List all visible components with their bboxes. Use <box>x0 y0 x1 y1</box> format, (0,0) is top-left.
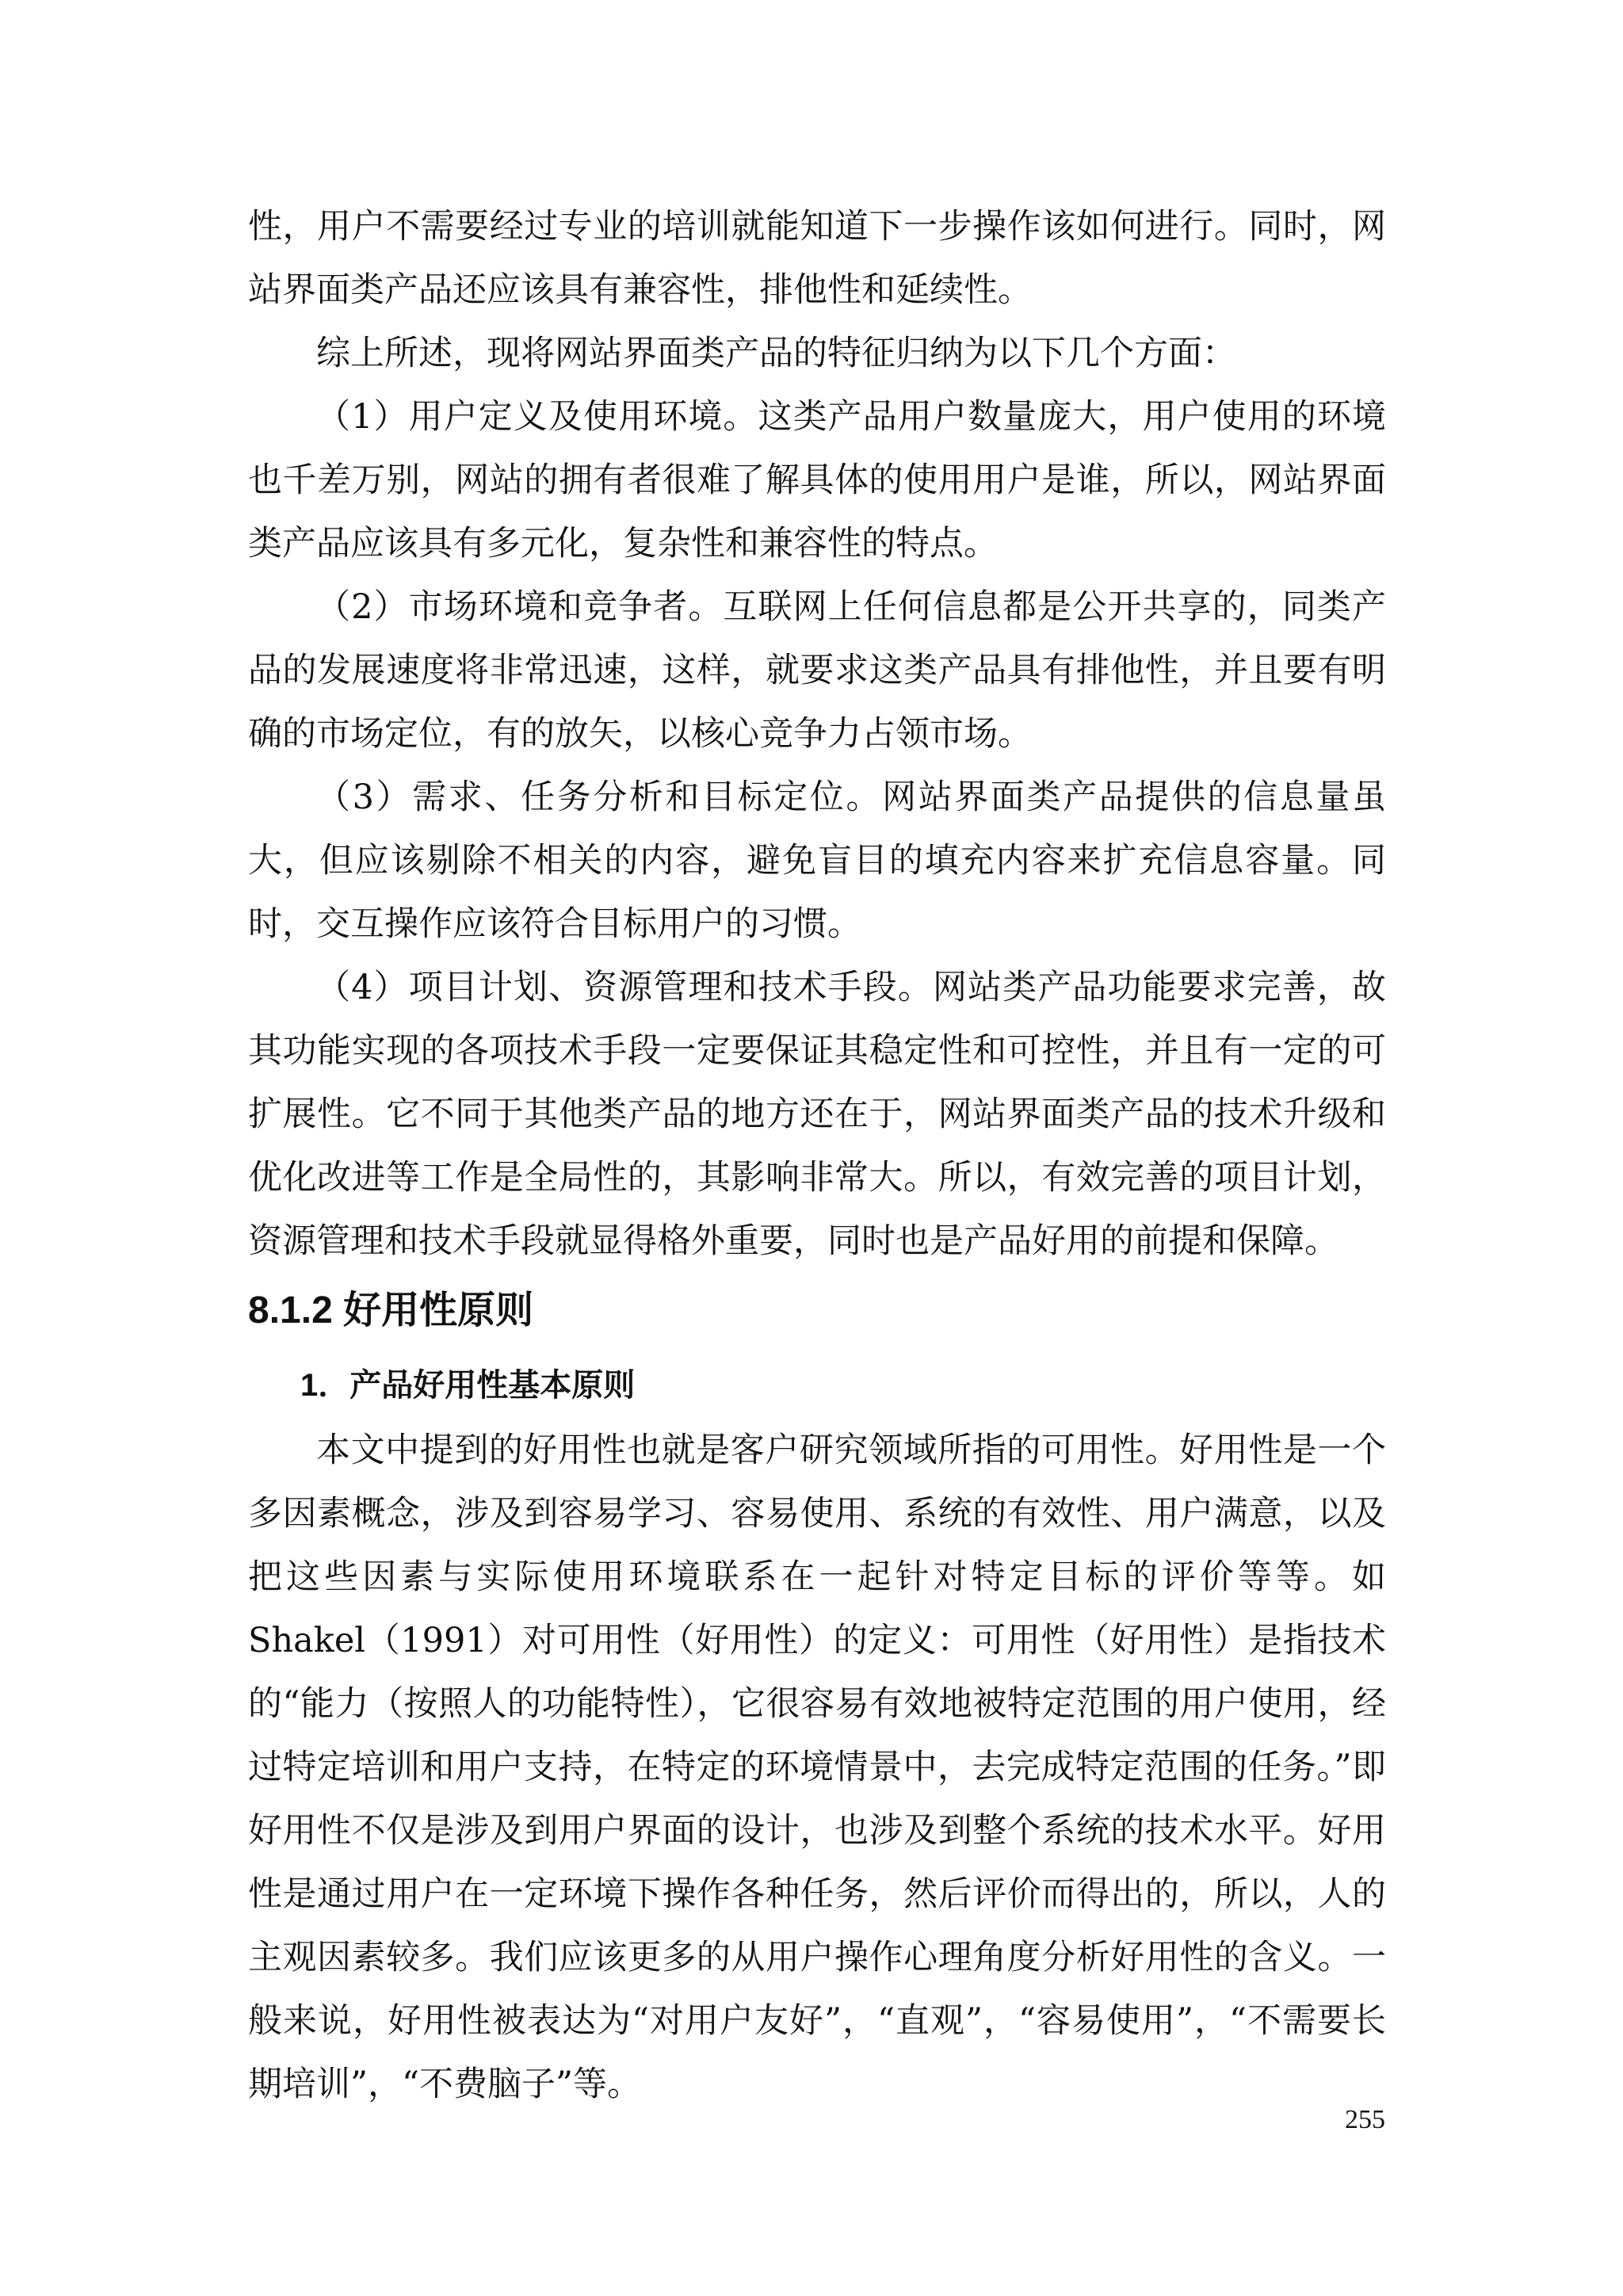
paragraph-summary: 综上所述，现将网站界面类产品的特征归纳为以下几个方面： <box>316 334 1236 373</box>
page-content <box>248 195 1386 2116</box>
paragraph-item-3: （3）需求、任务分析和目标定位。网站界面类产品提供的信息量虽大，但应该剔除不相关的内容，避免盲目的填充内容来扩充信息容量。同时，交互操作应该符合目标用户的习惯。 <box>248 777 1386 944</box>
section-heading: 8.1.2 好用性原则 <box>248 1289 534 1331</box>
paragraph-item-2: （2）市场环境和竞争者。互联网上任何信息都是公开共享的，同类产品的发展速度将非常迅速，这样，就要求这类产品具有排他性，并且要有明确的市场定位，有的放矢，以核心竞争力占领市场。 <box>248 587 1386 754</box>
paragraph-usability-definition: 本文中提到的好用性也就是客户研究领域所指的可用性。好用性是一个多因素概念，涉及到容易学习、容易使用、系统的有效性、用户满意，以及把这些因素与实际使用环境联系在一起针对特定目标的评价等等。如 Shakel（1991）对可用性（好用性）的定义：可用性（好用性）是指技术的“能力（按照人的功能特性），它很容易有效地被特定范围的用户使用，经过特定培训和用户支持，在特定的环境情景中，去完成特定范围的任务。”即好用性不仅是涉及到用户界面的设计，也涉及到整个系统的技术水平。好用性是通过用户在一定环境下操作各种任务，然后评价而得出的，所以，人的主观因素较多。我们应该更多的从用户操作心理角度分析好用性的含义。一般来说，好用性被表达为“对用户友好”，“直观”，“容易使用”，“不需要长期培训”，“不费脑子”等。 <box>248 1431 1386 2104</box>
paragraph-continuation: 性，用户不需要经过专业的培训就能知道下一步操作该如何进行。同时，网站界面类产品还应该具有兼容性，排他性和延续性。 <box>248 207 1386 310</box>
subsection-heading: 1．产品好用性基本原则 <box>300 1368 636 1403</box>
paragraph-item-1: （1）用户定义及使用环境。这类产品用户数量庞大，用户使用的环境也千差万别，网站的拥有者很难了解具体的使用用户是谁，所以，网站界面类产品应该具有多元化，复杂性和兼容性的特点。 <box>248 397 1386 563</box>
page-number: 255 <box>1345 2105 1385 2134</box>
paragraph-item-4: （4）项目计划、资源管理和技术手段。网站类产品功能要求完善，故其功能实现的各项技术手段一定要保证其稳定性和可控性，并且有一定的可扩展性。它不同于其他类产品的地方还在于，网站界面类产品的技术升级和优化改进等工作是全局性的，其影响非常大。所以，有效完善的项目计划，资源管理和技术手段就显得格外重要，同时也是产品好用的前提和保障。 <box>248 968 1386 1261</box>
